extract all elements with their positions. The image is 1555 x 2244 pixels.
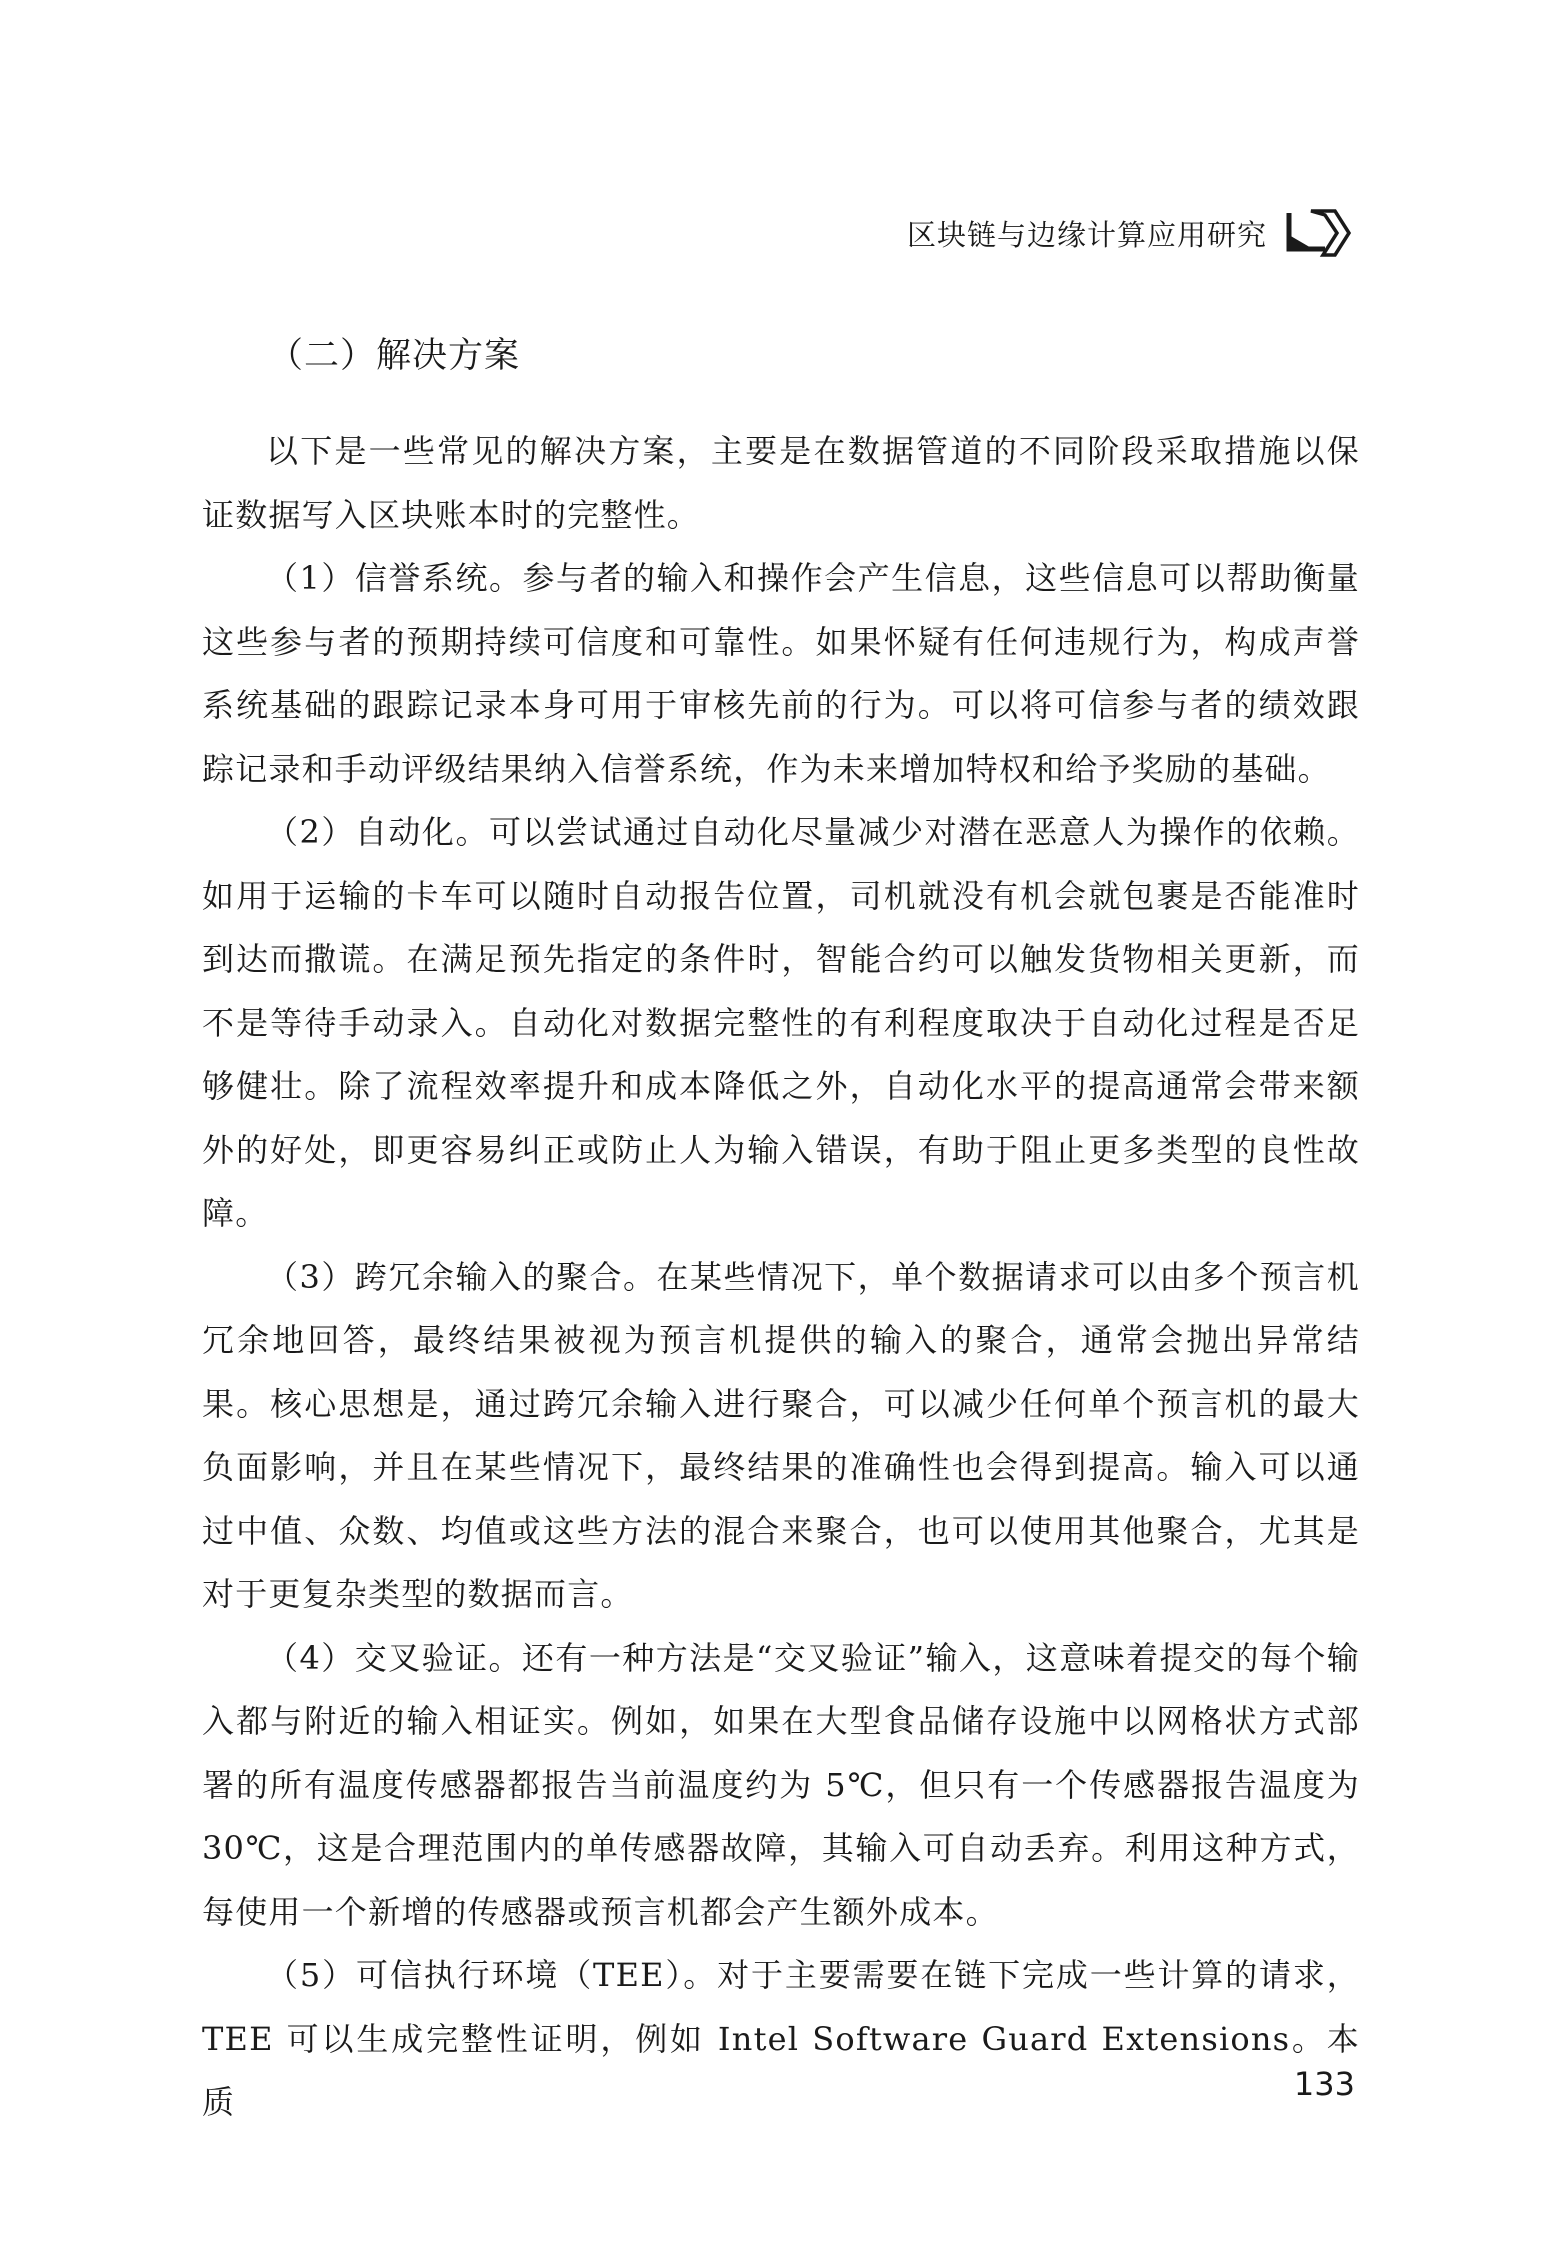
paragraph-intro: 以下是一些常见的解决方案，主要是在数据管道的不同阶段采取措施以保证数据写入区块账本时的完整性。 [202,432,1360,534]
section-heading: （二）解决方案 [268,336,521,376]
paragraph-cross-validation: （4）交叉验证。还有一种方法是“交叉验证”输入，这意味着提交的每个输入都与附近的输入相证实。例如，如果在大型食品储存设施中以网格状方式部署的所有温度传感器都报告当前温度约为 5℃，但只有一个传感器报告温度为 30℃，这是合理范围内的单传感器故障，其输入可自动丢弃。利用这种方式，每使用一个新增的传感器或预言机都会产生额外成本。 [202,1638,1360,1931]
paragraph-tee: （5）可信执行环境（TEE）。对于主要需要在链下完成一些计算的请求，TEE 可以生成完整性证明，例如 Intel Software Guard Extensions。本质 [202,1956,1360,2121]
running-title: 区块链与边缘计算应用研究 [906,217,1267,252]
chapter-arrow-icon [1285,205,1355,261]
paragraph-aggregation: （3）跨冗余输入的聚合。在某些情况下，单个数据请求可以由多个预言机冗余地回答，最终结果被视为预言机提供的输入的聚合，通常会抛出异常结果。核心思想是，通过跨冗余输入进行聚合，可以减少任何单个预言机的最大负面影响，并且在某些情况下，最终结果的准确性也会得到提高。输入可以通过中值、众数、均值或这些方法的混合来聚合，也可以使用其他聚合，尤其是对于更复杂类型的数据而言。 [202,1257,1360,1613]
running-header [907,205,1355,261]
paragraph-automation: （2）自动化。可以尝试通过自动化尽量减少对潜在恶意人为操作的依赖。如用于运输的卡车可以随时自动报告位置，司机就没有机会就包裹是否能准时到达而撒谎。在满足预先指定的条件时，智能合约可以触发货物相关更新，而不是等待手动录入。自动化对数据完整性的有利程度取决于自动化过程是否足够健壮。除了流程效率提升和成本降低之外，自动化水平的提高通常会带来额外的好处，即更容易纠正或防止人为输入错误，有助于阻止更多类型的良性故障。 [202,813,1360,1232]
page-number: 133 [1293,2065,1355,2103]
body-text [202,420,1360,2135]
paragraph-reputation-system: （1）信誉系统。参与者的输入和操作会产生信息，这些信息可以帮助衡量这些参与者的预期持续可信度和可靠性。如果怀疑有任何违规行为，构成声誉系统基础的跟踪记录本身可用于审核先前的行为。可以将可信参与者的绩效跟踪记录和手动评级结果纳入信誉系统，作为未来增加特权和给予奖励的基础。 [202,559,1360,788]
